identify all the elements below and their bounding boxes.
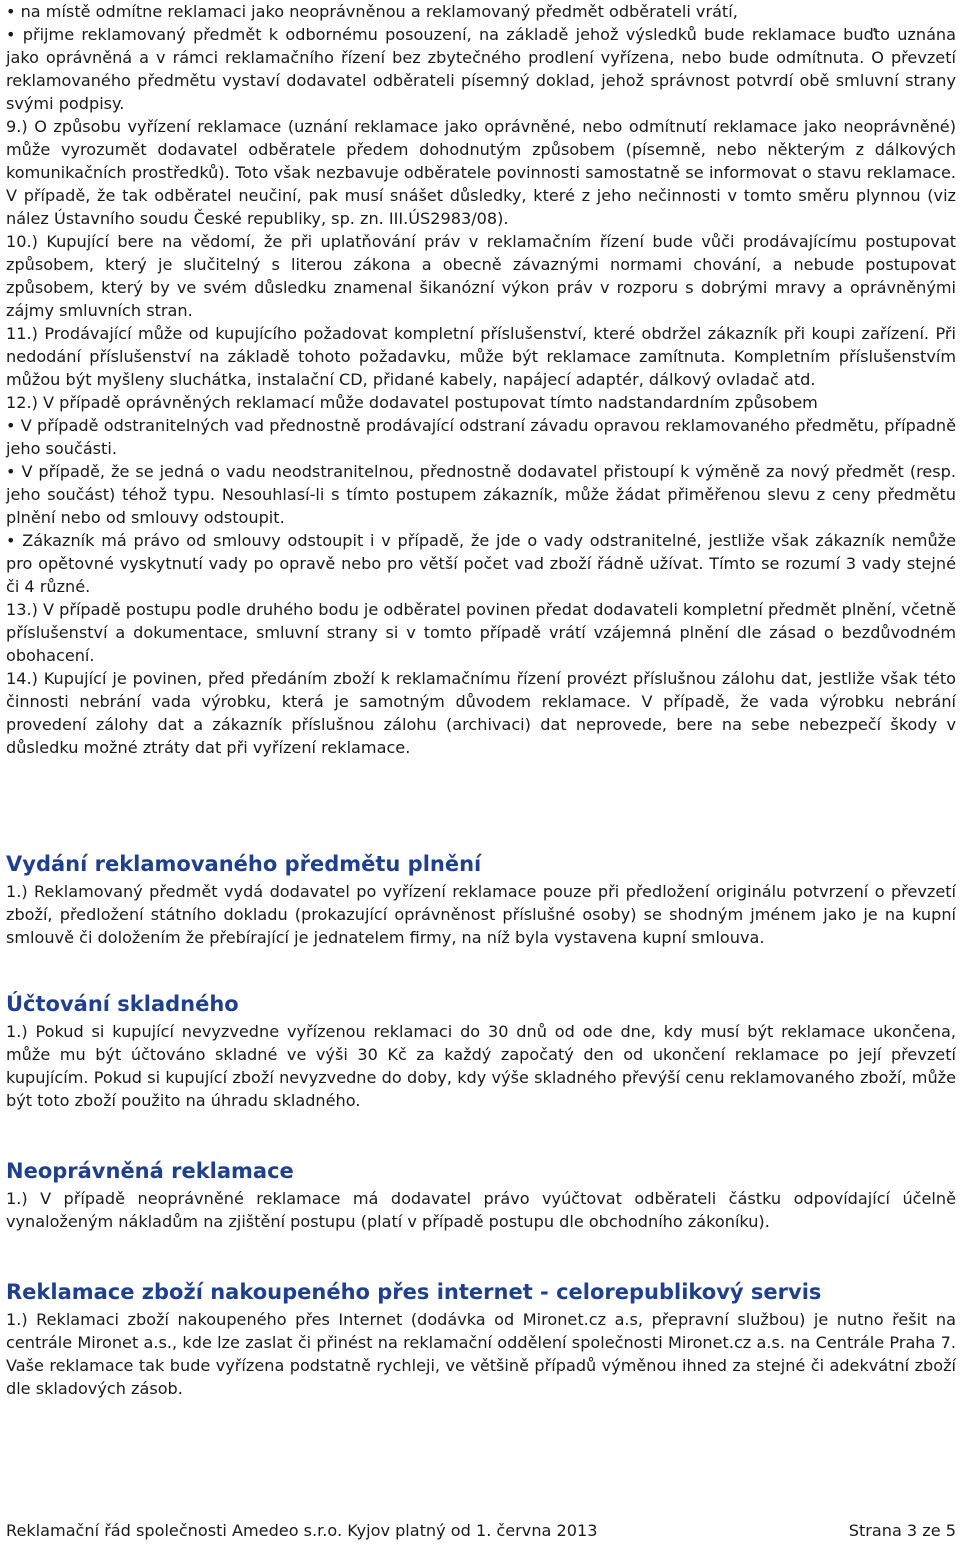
footer-document-title: Reklamační řád společnosti Amedeo s.r.o. Kyjov platný od 1. června 2013	[6, 1521, 598, 1540]
bullet-accept-for-assessment: • přijme reklamovaný předmět k odbornému posouzení, na základě jehož výsledků bude reklamace buďto uznána jako oprávněná a v rámci reklamačního řízení bez zbytečného prodlení vyřízena, nebo bude odmítnuta. O převzetí reklamovaného předmětu vystaví dodavatel odběrateli písemný doklad, jehož správnost potvrdí obě smluvní strany svými podpisy.	[6, 25, 956, 113]
paragraph-9: 9.) O způsobu vyřízení reklamace (uznání reklamace jako oprávněné, nebo odmítnutí reklamace jako neoprávněné) může vyrozumět dodavatel odběratele předem dohodnutým způsobem (písemně, nebo některým z dálkových komunikačních prostředků). Toto však nezbavuje odběratele povinnosti samostatně se informovat o stavu reklamace. V případě, že tak odběratel neučiní, pak musí snášet důsledky, které z jeho nečinnosti v tomto směru plynnou (viz nález Ústavního soudu České republiky, sp. zn. III.ÚS2983/08).	[6, 117, 956, 228]
paragraph-10: 10.) Kupující bere na vědomí, že při uplatňování práv v reklamačním řízení bude vůči prodávajícímu postupovat způsobem, který je slučitelný s literou zákona a obecně závaznými normami chování, a nebude postupovat způsobem, který by ve svém důsledku znamenal šikanózní výkon práv v rozporu s dobrými mravy a oprávněnými zájmy smluvních stran.	[6, 232, 956, 320]
bullet-reject-on-spot: • na místě odmítne reklamaci jako neoprávněnou a reklamovaný předmět odběrateli vrátí,	[6, 2, 738, 21]
bullet-withdrawal-right: • Zákazník má právo od smlouvy odstoupit i v případě, že jde o vady odstranitelné, jestliže však zákazník nemůže pro opětovné vyskytnutí vady po opravě nebo pro větší počet vad zboží řádně užívat. Tímto se rozumí 3 vady stejné či 4 různé.	[6, 531, 956, 596]
section-internet-purchases	[6, 1278, 956, 1400]
paragraph-12: 12.) V případě oprávněných reklamací může dodavatel postupovat tímto nadstandardním způsobem	[6, 393, 818, 412]
paragraph-13: 13.) V případě postupu podle druhého bodu je odběratel povinen předat dodavateli kompletní předmět plnění, včetně příslušenství a dokumentace, smluvní strany si v tomto případě vrátí vzájemná plnění dle zásad o bezdůvodném obohacení.	[6, 600, 956, 665]
section-text: 1.) Reklamovaný předmět vydá dodavatel po vyřízení reklamace pouze při předložení originálu potvrzení o převzetí zboží, předložení státního dokladu (prokazující oprávněnost příslušné osoby) se shodným jménem jako je na kupní smlouvě či doložením že přebírající je jednatelem firmy, na níž byla vystavena kupní smlouva.	[6, 882, 956, 947]
section-text: 1.) Pokud si kupující nevyzvedne vyřízenou reklamaci do 30 dnů od ode dne, kdy musí být reklamace ukončena, může mu být účtováno skladné ve výši 30 Kč za každý započatý den od ukončení reklamace po její převzetí kupujícím. Pokud si kupující zboží nevyzvedne do doby, kdy výše skladného převýší cenu reklamovaného zboží, může být toto zboží použito na úhradu skladného.	[6, 1022, 956, 1110]
bullet-removable-defects: • V případě odstranitelných vad přednostně prodávající odstraní závadu opravou reklamovaného předmětu, případně jeho součásti.	[6, 416, 956, 458]
page-footer	[6, 1520, 956, 1542]
section-unjustified-complaint	[6, 1157, 956, 1233]
section-text: 1.) Reklamaci zboží nakoupeného přes Internet (dodávka od Mironet.cz a.s, přepravní službou) je nutno řešit na centrále Mironet a.s., kde lze zaslat či přinést na reklamační oddělení společnosti Mironet.cz a.s. na Centrále Praha 7. Vaše reklamace tak bude vyřízena podstatně rychleji, ve většině případů výměnou ihned za stejné či adekvátní zboží dle skladových zásob.	[6, 1310, 956, 1398]
section-heading: Neoprávněná reklamace	[6, 1159, 294, 1183]
paragraph-11: 11.) Prodávající může od kupujícího požadovat kompletní příslušenství, které obdržel zákazník při koupi zařízení. Při nedodání příslušenství na základě tohoto požadavku, může být reklamace zamítnuta. Kompletním příslušenstvím můžou být myšleny sluchátka, instalační CD, přidané kabely, napájecí adaptér, dálkový ovladač atd.	[6, 324, 956, 389]
section-text: 1.) V případě neoprávněné reklamace má dodavatel právo vyúčtovat odběrateli částku odpovídající účelně vynaloženým nákladům na zjištění postupu (platí v případě postupu dle obchodního zákoníku).	[6, 1189, 956, 1231]
bullet-irremovable-defects: • V případě, že se jedná o vadu neodstranitelnou, přednostně dodavatel přistoupí k výměně za nový předmět (resp. jeho součást) téhož typu. Nesouhlasí-li s tímto postupem zákazník, může žádat přiměřenou slevu z ceny předmětu plnění nebo od smlouvy odstoupit.	[6, 462, 956, 527]
paragraph-14: 14.) Kupující je povinen, před předáním zboží k reklamačnímu řízení provézt příslušnou zálohu dat, jestliže však této činnosti nebrání vada výrobku, která je samotným důvodem reklamace. V případě, že vada výrobku nebrání provedení zálohy dat a zákazník příslušnou zálohu (archivaci) dat neprovede, bere na sebe nebezpečí škody v důsledku možné ztráty dat při vyřízení reklamace.	[6, 669, 956, 757]
complaint-rules-continued	[6, 0, 956, 759]
section-heading: Účtování skladného	[6, 992, 239, 1016]
section-storage-fee	[6, 990, 956, 1112]
section-item-release	[6, 850, 956, 949]
section-heading: Vydání reklamovaného předmětu plnění	[6, 852, 482, 876]
section-heading: Reklamace zboží nakoupeného přes internet - celorepublikový servis	[6, 1280, 822, 1304]
footer-page-number: Strana 3 ze 5	[848, 1521, 956, 1540]
